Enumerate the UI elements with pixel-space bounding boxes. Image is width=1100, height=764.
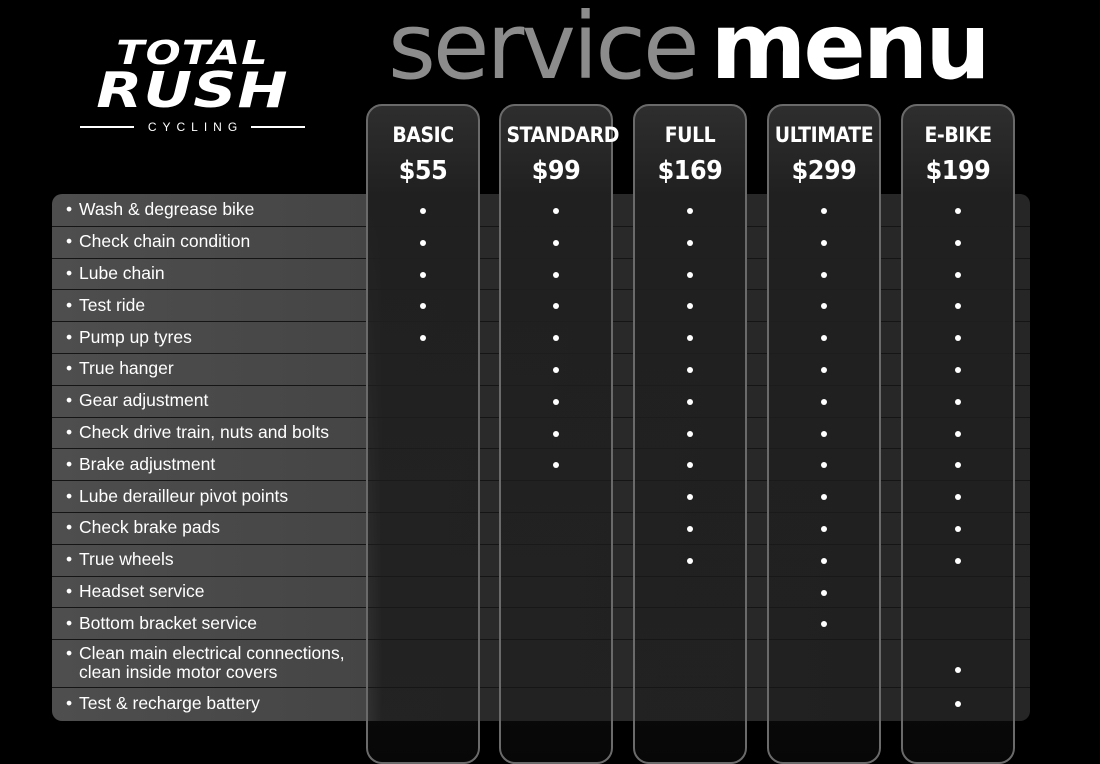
included-dot xyxy=(687,240,693,246)
included-dot xyxy=(955,240,961,246)
service-label: Headset service xyxy=(79,581,205,601)
bullet-icon: • xyxy=(66,390,73,411)
total-rush-logo xyxy=(80,33,305,134)
included-dot xyxy=(687,558,693,564)
package-price: $55 xyxy=(398,156,448,186)
service-label: Check chain condition xyxy=(79,231,251,252)
service-label: Clean main electrical connections, xyxy=(79,643,345,664)
service-label: clean inside motor covers xyxy=(79,662,278,683)
included-dot xyxy=(553,208,559,214)
bullet-icon: • xyxy=(66,199,73,220)
package-price: $99 xyxy=(531,156,581,186)
bullet-icon: • xyxy=(66,422,73,442)
included-dot xyxy=(955,272,961,278)
included-dot xyxy=(687,272,693,278)
service-label: True hanger xyxy=(79,358,174,379)
included-dot xyxy=(687,367,693,373)
service-item xyxy=(66,423,329,442)
included-dot xyxy=(821,240,827,246)
service-label: Bottom bracket service xyxy=(79,612,257,633)
included-dot xyxy=(553,272,559,278)
service-item xyxy=(66,550,174,569)
logo-tagline-row xyxy=(80,120,305,134)
included-dot xyxy=(821,399,827,405)
package-name: BASIC xyxy=(392,123,454,147)
service-label: Check drive train, nuts and bolts xyxy=(79,422,329,442)
bullet-icon: • xyxy=(66,358,73,379)
bullet-icon: • xyxy=(66,517,73,538)
included-dot xyxy=(821,272,827,278)
included-dot xyxy=(955,399,961,405)
included-dot xyxy=(553,240,559,246)
bullet-icon: • xyxy=(66,485,73,506)
package-price: $169 xyxy=(657,156,723,186)
package-price: $199 xyxy=(925,156,991,186)
service-label: Brake adjustment xyxy=(79,453,216,474)
bullet-icon: • xyxy=(66,643,73,664)
bullet-icon: • xyxy=(66,612,73,633)
included-dot xyxy=(420,208,426,214)
logo-rule-right xyxy=(251,126,305,128)
included-dot xyxy=(687,208,693,214)
service-label: Test & recharge battery xyxy=(79,692,260,713)
bullet-icon: • xyxy=(66,326,73,347)
service-item xyxy=(66,582,204,601)
included-dot xyxy=(955,367,961,373)
included-dot xyxy=(553,367,559,373)
included-dot xyxy=(955,431,961,437)
included-dot xyxy=(821,526,827,532)
logo-text-total: TOTAL xyxy=(116,33,269,72)
service-item xyxy=(66,359,174,378)
service-label: Wash & degrease bike xyxy=(79,199,255,220)
included-dot xyxy=(955,526,961,532)
service-item xyxy=(66,644,345,682)
included-dot xyxy=(955,558,961,564)
service-item xyxy=(66,455,215,474)
service-item xyxy=(66,328,192,347)
service-label: Lube chain xyxy=(79,263,165,283)
service-label: Test ride xyxy=(79,294,146,315)
page-title xyxy=(388,0,1008,102)
included-dot xyxy=(821,431,827,437)
service-item xyxy=(66,296,145,315)
bullet-icon: • xyxy=(66,231,73,252)
bullet-icon: • xyxy=(66,294,73,315)
title-service: service xyxy=(388,0,697,100)
service-item xyxy=(66,614,257,633)
logo-tagline: CYCLING xyxy=(147,120,244,134)
service-label: True wheels xyxy=(79,549,174,570)
service-label: Lube derailleur pivot points xyxy=(79,485,289,506)
package-name: STANDARD xyxy=(506,123,619,147)
service-item xyxy=(66,694,260,713)
included-dot xyxy=(553,399,559,405)
service-item xyxy=(66,518,220,537)
logo-rule-left xyxy=(80,126,134,128)
bullet-icon: • xyxy=(66,549,73,570)
package-name: FULL xyxy=(664,123,716,147)
service-label: Check brake pads xyxy=(79,517,221,538)
bullet-icon: • xyxy=(66,453,73,474)
service-item xyxy=(66,200,254,219)
included-dot xyxy=(821,367,827,373)
included-dot xyxy=(553,431,559,437)
included-dot xyxy=(821,208,827,214)
service-item xyxy=(66,232,250,251)
bullet-icon: • xyxy=(66,263,73,283)
service-label: Gear adjustment xyxy=(79,390,209,411)
included-dot xyxy=(420,240,426,246)
package-price: $299 xyxy=(791,156,857,186)
included-dot xyxy=(821,558,827,564)
service-item xyxy=(66,391,208,410)
bullet-icon: • xyxy=(66,581,73,601)
service-item xyxy=(66,264,165,283)
package-column-basic xyxy=(366,104,480,764)
included-dot xyxy=(420,272,426,278)
included-dot xyxy=(687,431,693,437)
included-dot xyxy=(821,590,827,596)
package-name: ULTIMATE xyxy=(774,123,874,147)
included-dot xyxy=(687,526,693,532)
service-label: Pump up tyres xyxy=(79,326,192,347)
title-menu: menu xyxy=(710,0,988,100)
bullet-icon: • xyxy=(66,692,73,713)
included-dot xyxy=(687,399,693,405)
service-item xyxy=(66,487,288,506)
logo-text-rush: RUSH xyxy=(96,62,289,119)
package-name: E-BIKE xyxy=(924,123,992,147)
included-dot xyxy=(955,208,961,214)
